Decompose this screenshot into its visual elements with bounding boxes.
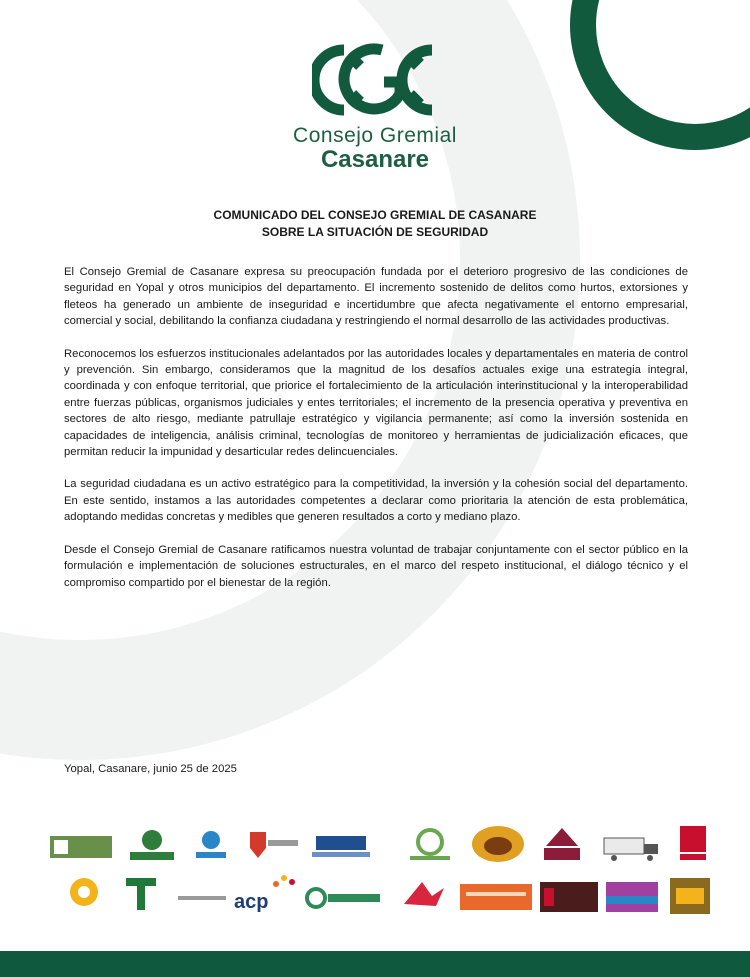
logo-0 [50, 836, 112, 858]
logo-7 [544, 828, 580, 860]
paragraph-1: El Consejo Gremial de Casanare expresa su preocupación fundada por el deterioro progresivo de las condiciones de seguridad en Yopal y otros municipios del departamento. El incremento sostenido de delitos como hurtos, extorsiones y fleteos ha generado un ambiente de inseguridad e incertidumbre que afecta negativamente el entorno empresarial, comercial y social, debilitando la confianza ciudadana y restringiendo el normal desarrollo de las actividades productivas. [64, 266, 688, 328]
logo-16 [460, 884, 532, 910]
member-logos-strip [44, 818, 724, 926]
org-name: Consejo Gremial [293, 124, 457, 147]
paragraph-2: Reconocemos los esfuerzos institucionales adelantados por las autoridades locales y departamentales en materia de control y prevención. Sin embargo, consideramos que la magnitud de los desafíos actuales exige una estrategia integral, coordinada y con enfoque territorial, que priorice el fortalecimiento de la articulación interinstitucional y la interoperabilidad entre fuerzas públicas, organismos judiciales y entes territoriales; el incremento de la presencia operativa y preventiva en sectores de alto riesgo, mediante patrullaje estratégico y vigilancia permanente; así como la inversión sostenida en capacidades de inteligencia, análisis criminal, tecnologías de monitoreo y herramientas de judicialización eficaces, que permitan reducir la impunidad y desarticular redes delincuenciales. [64, 347, 688, 459]
logo-19 [670, 878, 710, 914]
logo-1 [130, 830, 174, 860]
communique-heading [0, 207, 750, 241]
logo-4 [312, 836, 370, 857]
logo-18 [606, 882, 658, 912]
communique-body [64, 264, 688, 607]
logo-15 [404, 882, 444, 906]
heading-line-2: SOBRE LA SITUACIÓN DE SEGURIDAD [261, 225, 489, 239]
paragraph-4: Desde el Consejo Gremial de Casanare ratificamos nuestra voluntad de trabajar conjuntamente con el sector público en la formulación e implementación de soluciones estructurales, en el marco del respeto institucional, el diálogo técnico y el compromiso compartido por el bienestar de la región. [64, 543, 688, 589]
logo-8 [604, 838, 658, 861]
cgc-logo-mark [312, 42, 438, 118]
heading-line-1: COMUNICADO DEL CONSEJO GREMIAL DE CASANARE [213, 208, 537, 222]
logo-3 [250, 832, 298, 858]
footer-bar [0, 951, 750, 977]
logo-14 [307, 889, 380, 907]
logo-5 [410, 830, 450, 860]
logo-6 [472, 826, 524, 862]
logo-13 [234, 875, 295, 913]
paragraph-3: La seguridad ciudadana es un activo estratégico para la competitividad, la inversión y la cohesión social del departamento. En este sentido, instamos a las autoridades competentes a declarar como prioritaria la atención de esta problemática, adoptando medidas concretas y medibles que generen resultados a corto y mediano plazo. [64, 478, 688, 524]
logo-10 [70, 878, 98, 906]
logo-2 [196, 831, 226, 858]
dateline: Yopal, Casanare, junio 25 de 2025 [64, 763, 237, 775]
logo-9 [680, 826, 706, 860]
logo-17 [540, 882, 598, 912]
org-city: Casanare [320, 146, 430, 173]
acp-logo-text: acp [234, 891, 269, 913]
logo-11 [126, 878, 156, 910]
letterhead [0, 42, 750, 174]
logo-12 [178, 896, 226, 900]
